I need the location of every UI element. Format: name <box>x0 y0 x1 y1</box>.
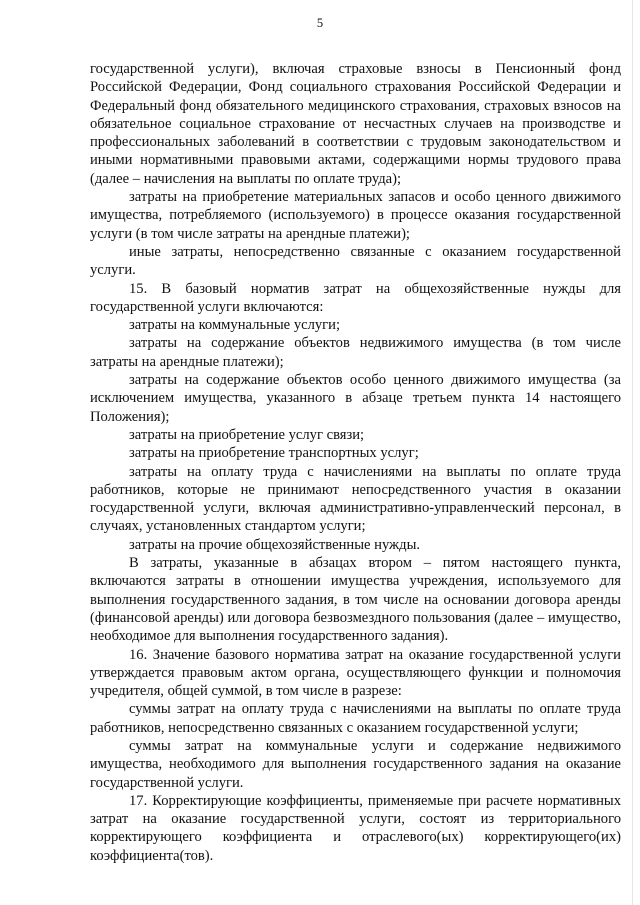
paragraph-item-16: 16. Значение базового норматива затрат на оказание государственной услуги утверждается правовым актом органа, осуществляющего функции и полномочия учредителя, общей суммой, в том числе в разрезе: <box>90 646 621 700</box>
page-edge <box>632 0 633 905</box>
paragraph-continuation: государственной услуги), включая страховые взносы в Пенсионный фонд Российской Федерации, Фонд социального страхования Российской Федерации и Федеральный фонд обязательного медицинского страхования, страховых взносов на обязательное социальное страхование от несчастных случаев на производстве и профессиональных заболеваний в соответствии с трудовым законодательством и иными нормативными правовыми актами, содержащими нормы трудового права (далее – начисления на выплаты по оплате труда); <box>90 61 621 187</box>
paragraph-utility-sums: суммы затрат на коммунальные услуги и содержание недвижимого имущества, необходимого для выполнения государственного задания на оказание государственной услуги. <box>90 737 621 791</box>
paragraph-item-15: 15. В базовый норматив затрат на общехозяйственные нужды для государственной услуги включаются: <box>90 280 621 315</box>
paragraph-other-costs: иные затраты, непосредственно связанные с оказанием государственной услуги. <box>90 243 621 279</box>
paragraph-item-17: 17. Корректирующие коэффициенты, применяемые при расчете нормативных затрат на оказание государственной услуги, состоят из территориального корректирующего коэффициента и отраслевого(ых) корректирующего(их) коэффициента(тов). <box>90 792 621 864</box>
page-number: 5 <box>316 16 324 30</box>
paragraph-movable-property: затраты на содержание объектов особо ценного движимого имущества (за исключением имущества, указанного в абзаце третьем пункта 14 настоящего Положения); <box>90 372 621 425</box>
paragraph-utilities: затраты на коммунальные услуги; <box>129 317 341 334</box>
paragraph-communication: затраты на приобретение услуг связи; <box>129 426 365 443</box>
paragraph-general-needs: затраты на прочие общехозяйственные нужды. <box>129 536 421 553</box>
paragraph-included-costs: В затраты, указанные в абзацах втором – пятом настоящего пункта, включаются затраты в отношении имущества учреждения, используемого для выполнения государственного задания, в том числе на основании договора аренды (финансовой аренды) или договора безвозмездного пользования (далее – имущество, необходимое для выполнения государственного задания). <box>90 555 621 645</box>
paragraph-transport: затраты на приобретение транспортных услуг; <box>129 445 419 462</box>
paragraph-staff-salary: затраты на оплату труда с начислениями на выплаты по оплате труда работников, которые не принимают непосредственного участия в оказании государственной услуги, включая административно-управленческий персонал, в случаях, установленных стандартом услуги; <box>90 463 621 535</box>
paragraph-material-costs: затраты на приобретение материальных запасов и особо ценного движимого имущества, потребляемого (используемого) в процессе оказания государственной услуги (в том числе затраты на арендные платежи); <box>90 189 621 242</box>
paragraph-salary-sums: суммы затрат на оплату труда с начислениями на выплаты по оплате труда работников, непосредственно связанных с оказанием государственной услуги; <box>90 701 621 736</box>
paragraph-real-estate: затраты на содержание объектов недвижимого имущества (в том числе затраты на арендные платежи); <box>90 335 621 370</box>
document-body <box>90 60 621 865</box>
